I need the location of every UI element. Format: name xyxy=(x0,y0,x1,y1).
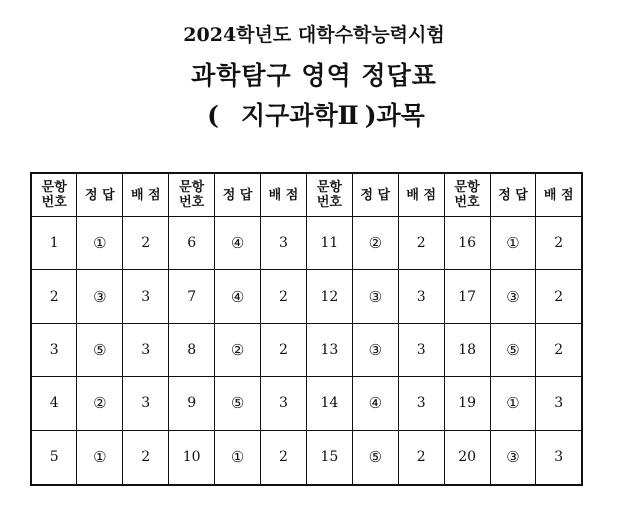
score-cell: 2 xyxy=(261,270,307,323)
score-cell: 3 xyxy=(123,270,169,323)
header-question-number: 문항 번호 xyxy=(444,173,490,217)
subject-heading xyxy=(0,96,628,132)
score-cell: 3 xyxy=(536,377,582,430)
answer-cell: ⑤ xyxy=(77,323,123,376)
question-number: 19 xyxy=(444,377,490,430)
table-row xyxy=(31,217,582,270)
exam-year-heading: 2024학년도 대학수학능력시험 xyxy=(183,24,445,46)
header-score: 배 점 xyxy=(536,173,582,217)
question-number: 1 xyxy=(31,217,77,270)
score-cell: 2 xyxy=(261,430,307,485)
table-row xyxy=(31,270,582,323)
score-cell: 2 xyxy=(123,430,169,485)
answer-cell: ① xyxy=(77,430,123,485)
score-cell: 3 xyxy=(123,377,169,430)
header-question-number: 문항 번호 xyxy=(169,173,215,217)
score-cell: 2 xyxy=(536,270,582,323)
score-cell: 3 xyxy=(261,377,307,430)
answer-cell: ⑤ xyxy=(490,323,536,376)
table-row xyxy=(31,377,582,430)
table-row xyxy=(31,430,582,485)
question-number: 10 xyxy=(169,430,215,485)
answer-cell: ② xyxy=(77,377,123,430)
question-number: 11 xyxy=(306,217,352,270)
question-number: 17 xyxy=(444,270,490,323)
answer-table-header-row xyxy=(31,173,582,217)
score-cell: 2 xyxy=(261,323,307,376)
answer-cell: ② xyxy=(352,217,398,270)
header-answer: 정 답 xyxy=(77,173,123,217)
question-number: 8 xyxy=(169,323,215,376)
question-number: 18 xyxy=(444,323,490,376)
answer-cell: ① xyxy=(77,217,123,270)
answer-cell: ② xyxy=(215,323,261,376)
score-cell: 3 xyxy=(398,377,444,430)
score-cell: 2 xyxy=(398,430,444,485)
question-number: 9 xyxy=(169,377,215,430)
question-number: 14 xyxy=(306,377,352,430)
question-number: 3 xyxy=(31,323,77,376)
subject-close-label: )과목 xyxy=(364,101,425,130)
header-question-number: 문항 번호 xyxy=(306,173,352,217)
page-title: 과학탐구 영역 정답표 xyxy=(191,61,437,90)
answer-cell: ③ xyxy=(352,270,398,323)
header-score: 배 점 xyxy=(261,173,307,217)
table-row xyxy=(31,323,582,376)
question-number: 2 xyxy=(31,270,77,323)
score-cell: 3 xyxy=(123,323,169,376)
question-number: 7 xyxy=(169,270,215,323)
answer-cell: ③ xyxy=(490,430,536,485)
answer-cell: ④ xyxy=(215,217,261,270)
score-cell: 2 xyxy=(536,217,582,270)
header-question-number: 문항 번호 xyxy=(31,173,77,217)
question-number: 20 xyxy=(444,430,490,485)
header-score: 배 점 xyxy=(398,173,444,217)
answer-table xyxy=(30,172,583,486)
answer-cell: ⑤ xyxy=(215,377,261,430)
answer-cell: ⑤ xyxy=(352,430,398,485)
header-score: 배 점 xyxy=(123,173,169,217)
answer-cell: ④ xyxy=(352,377,398,430)
question-number: 15 xyxy=(306,430,352,485)
answer-cell: ① xyxy=(490,217,536,270)
header-answer: 정 답 xyxy=(490,173,536,217)
question-number: 6 xyxy=(169,217,215,270)
answer-cell: ① xyxy=(490,377,536,430)
answer-cell: ④ xyxy=(215,270,261,323)
score-cell: 3 xyxy=(536,430,582,485)
score-cell: 3 xyxy=(398,270,444,323)
question-number: 13 xyxy=(306,323,352,376)
subject-name: 지구과학Ⅱ xyxy=(241,101,359,130)
score-cell: 2 xyxy=(398,217,444,270)
question-number: 5 xyxy=(31,430,77,485)
question-number: 16 xyxy=(444,217,490,270)
answer-cell: ③ xyxy=(352,323,398,376)
score-cell: 2 xyxy=(536,323,582,376)
header-answer: 정 답 xyxy=(352,173,398,217)
question-number: 4 xyxy=(31,377,77,430)
score-cell: 2 xyxy=(123,217,169,270)
question-number: 12 xyxy=(306,270,352,323)
header-answer: 정 답 xyxy=(215,173,261,217)
score-cell: 3 xyxy=(398,323,444,376)
score-cell: 3 xyxy=(261,217,307,270)
answer-cell: ③ xyxy=(77,270,123,323)
subject-open-paren: ( xyxy=(207,101,220,130)
answer-cell: ① xyxy=(215,430,261,485)
answer-cell: ③ xyxy=(490,270,536,323)
